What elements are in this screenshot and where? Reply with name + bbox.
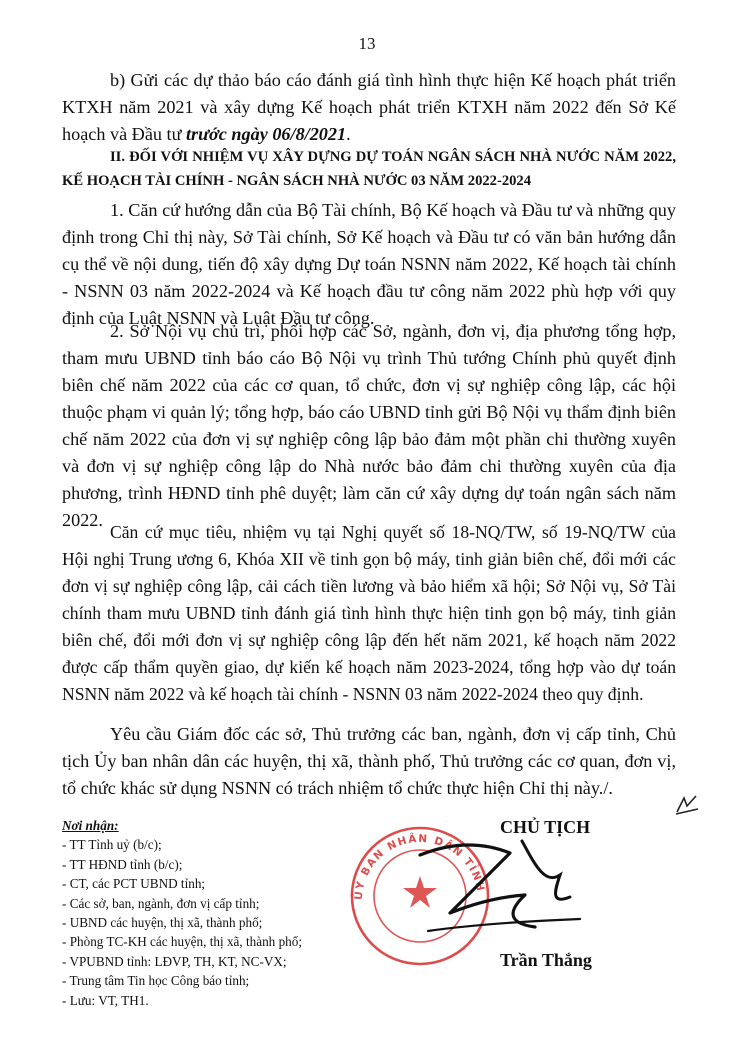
section-heading: II. ĐỐI VỚI NHIỆM VỤ XÂY DỰNG DỰ TOÁN NGÂN SÁCH NHÀ NƯỚC NĂM 2022, KẾ HOẠCH TÀI CHÍNH - NGÂN SÁCH NHÀ NƯỚC 03 NĂM 2022-2024	[62, 149, 676, 189]
recipient-item: - Phòng TC-KH các huyện, thị xã, thành phố;	[62, 934, 303, 950]
signer-name: Trần Thắng	[500, 950, 592, 970]
recipient-item: - Các sở, ban, ngành, đơn vị cấp tỉnh;	[62, 895, 260, 911]
seal-text: ỦY BAN NHÂN DÂN TỈNH	[352, 832, 487, 901]
deadline-date: trước ngày 06/8/2021	[186, 124, 347, 144]
recipient-item: - UBND các huyện, thị xã, thành phố;	[62, 915, 263, 931]
paragraph-b	[62, 67, 676, 148]
signature	[410, 835, 590, 945]
paragraph-3: Căn cứ mục tiêu, nhiệm vụ tại Nghị quyết số 18-NQ/TW, số 19-NQ/TW của Hội nghị Trung ương 6, Khóa XII về tinh gọn bộ máy, tinh giản biên chế, đổi mới các đơn vị sự nghiệp công lập, cải cách tiền lương và bảo hiểm xã hội; Sở Nội vụ, Sở Tài chính tham mưu UBND tỉnh đánh giá tình hình thực hiện tinh gọn bộ máy, tinh giản biên chế, đổi mới đơn vị sự nghiệp công lập đến hết năm 2021, kế hoạch năm 2022 được cấp thẩm quyền giao, dự kiến kế hoạch năm 2023-2024, tổng hợp vào dự toán NSNN năm 2022 và kế hoạch tài chính - NSNN 03 năm 2022-2024 theo quy định.	[62, 522, 676, 704]
recipient-item: - CT, các PCT UBND tỉnh;	[62, 876, 206, 892]
recipient-item: - Trung tâm Tin học Công báo tỉnh;	[62, 973, 250, 989]
paragraph-b-text: b) Gửi các dự thảo báo cáo đánh giá tình hình thực hiện Kế hoạch phát triển KTXH năm 2021 và xây dựng Kế hoạch phát triển KTXH năm 2022 đến Sở Kế hoạch và Đầu tư	[62, 70, 676, 144]
paragraph-1: 1. Căn cứ hướng dẫn của Bộ Tài chính, Bộ Kế hoạch và Đầu tư và những quy định trong Chỉ thị này, Sở Tài chính, Sở Kế hoạch và Đầu tư có văn bản hướng dẫn cụ thể về nội dung, tiến độ xây dựng Dự toán NSNN năm 2022, Kế hoạch tài chính - NSNN 03 năm 2022-2024 và Kế hoạch đầu tư công năm 2022 phù hợp với quy định của Luật NSNN và Luật Đầu tư công.	[62, 200, 676, 328]
initial-mark	[674, 792, 700, 818]
paragraph-4: Yêu cầu Giám đốc các sở, Thủ trưởng các ban, ngành, đơn vị cấp tỉnh, Chủ tịch Ủy ban nhân dân các huyện, thị xã, thành phố, Thủ trưởng các cơ quan, đơn vị, tổ chức khác sử dụng NSNN có trách nhiệm tổ chức thực hiện Chỉ thị này./.	[62, 724, 676, 798]
recipient-item: - Lưu: VT, TH1.	[62, 992, 149, 1008]
signer-title: CHỦ TỊCH	[500, 817, 591, 837]
paragraph-2: 2. Sở Nội vụ chủ trì, phối hợp các Sở, ngành, đơn vị, địa phương tổng hợp, tham mưu UBND tỉnh báo cáo Bộ Nội vụ trình Thủ tướng Chính phủ quyết định biên chế năm 2022 của các cơ quan, tổ chức, đơn vị sự nghiệp công lập, các hội thuộc phạm vi quản lý; tổng hợp, báo cáo UBND tỉnh gửi Bộ Nội vụ thẩm định biên chế năm 2022 của đơn vị sự nghiệp công lập bảo đảm một phần chi thường xuyên và đơn vị sự nghiệp công lập do Nhà nước bảo đảm chi thường xuyên của địa phương, trình HĐND tỉnh phê duyệt; làm căn cứ xây dựng dự toán ngân sách năm 2022.	[62, 321, 676, 530]
page-number: 13	[358, 34, 376, 53]
paragraph-b-end: .	[346, 124, 351, 144]
recipient-item: - TT Tỉnh uỷ (b/c);	[62, 837, 162, 853]
recipient-item: - VPUBND tỉnh: LĐVP, TH, KT, NC-VX;	[62, 953, 287, 969]
recipients-label: Nơi nhận:	[62, 818, 119, 833]
recipient-item: - TT HĐND tỉnh (b/c);	[62, 856, 183, 872]
